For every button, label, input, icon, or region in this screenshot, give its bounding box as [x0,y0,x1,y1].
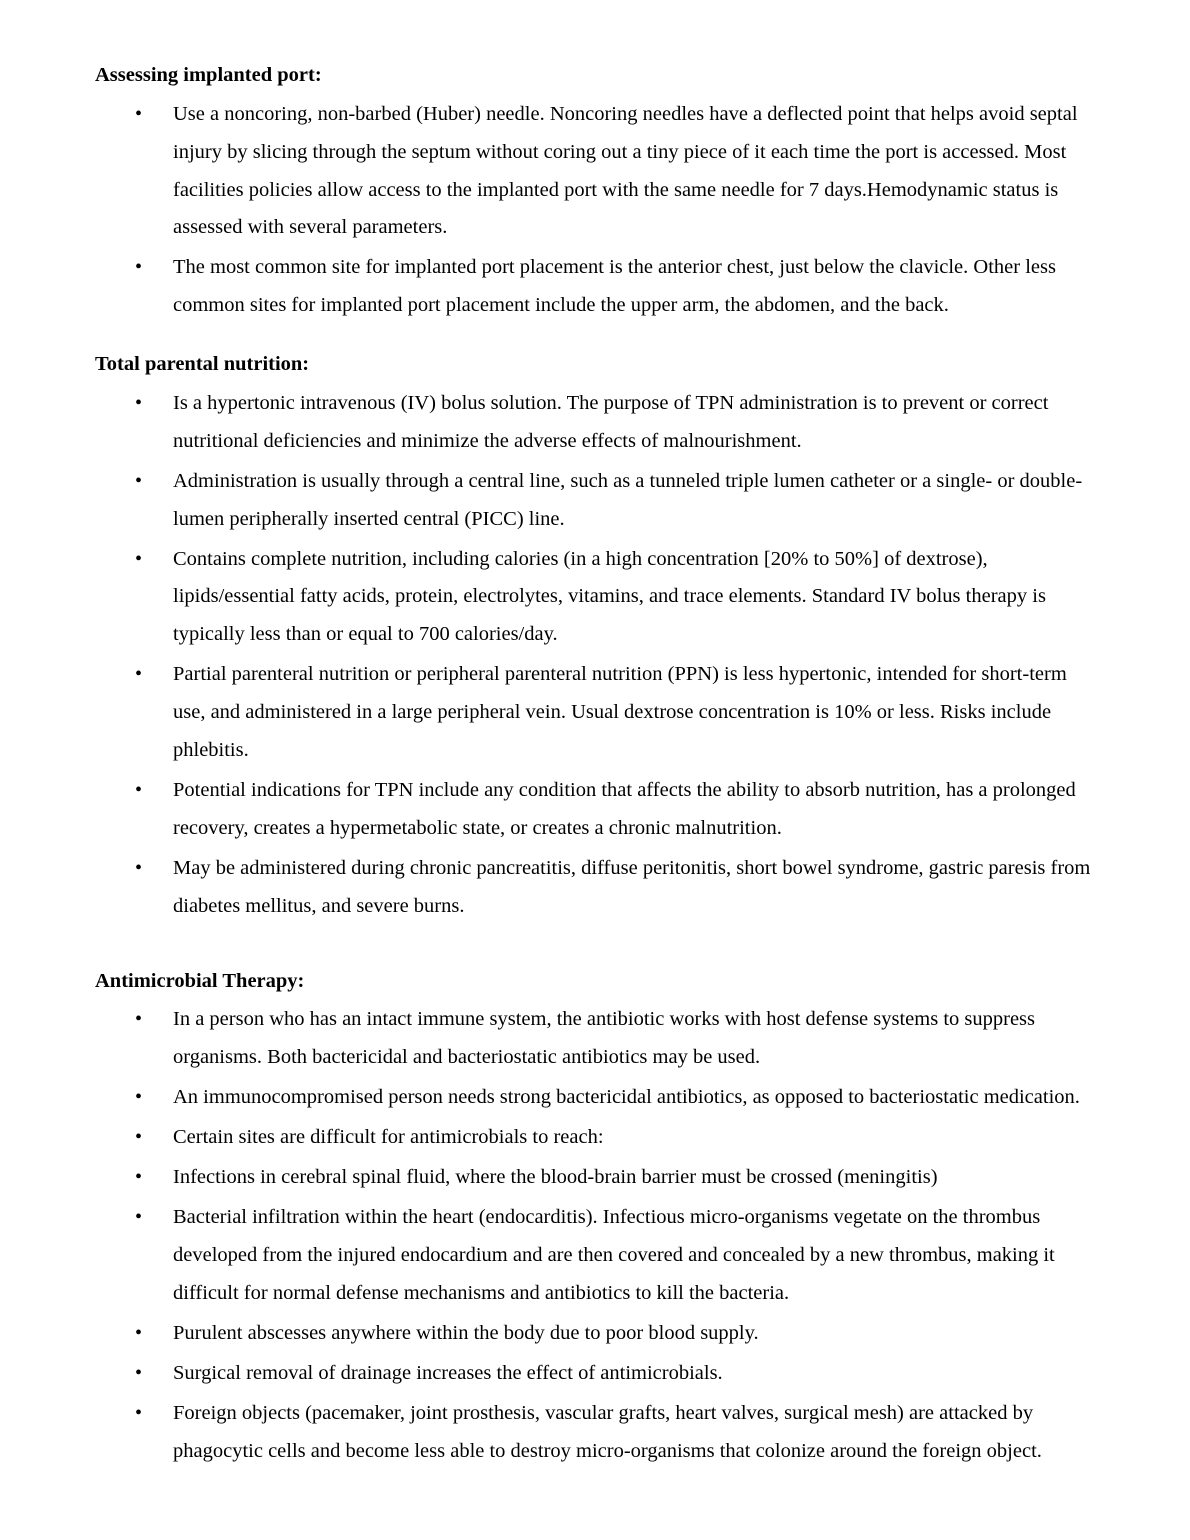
list-item [95,1395,1095,1471]
list-item-text: Foreign objects (pacemaker, joint prosthesis, vascular grafts, heart valves, surgical mesh) are attacked by phagocytic cells and become less able to destroy micro-organisms that colonize around the foreign object. [173,1401,1042,1462]
bullet-icon: • [135,256,143,279]
list-item-text: Is a hypertonic intravenous (IV) bolus solution. The purpose of TPN administration is to prevent or correct nutritional deficiencies and minimize the adverse effects of malnourishment. [173,391,1049,452]
section-total-parental-nutrition [95,351,1095,926]
list-item [95,772,1095,848]
list-item [95,249,1095,325]
bullet-icon: • [135,102,143,125]
bullet-list [95,1001,1095,1470]
bullet-icon: • [135,547,143,570]
bullet-icon: • [135,1008,143,1031]
list-item [95,463,1095,539]
list-item [95,96,1095,248]
list-item-text: The most common site for implanted port placement is the anterior chest, just below the clavicle. Other less common sites for implanted port placement include the upper arm, the abdomen, and the back. [173,256,1056,317]
bullet-icon: • [135,1126,143,1149]
bullet-icon: • [135,1401,143,1424]
bullet-icon: • [135,1321,143,1344]
bullet-icon: • [135,1361,143,1384]
bullet-icon: • [135,1086,143,1109]
list-item [95,1079,1095,1117]
bullet-icon: • [135,856,143,879]
section-heading: Assessing implanted port: [95,64,322,86]
list-item-text: Partial parenteral nutrition or peripheral parenteral nutrition (PPN) is less hypertonic, intended for short-term use, and administered in a large peripheral vein. Usual dextrose concentration is 10% or less. Risks include phlebitis. [173,663,1067,762]
list-item-text: Surgical removal of drainage increases the effect of antimicrobials. [173,1361,723,1384]
list-item-text: Bacterial infiltration within the heart (endocarditis). Infectious micro-organisms vegetate on the thrombus developed from the injured endocardium and are then covered and concealed by a new thrombus, making it difficult for normal defense mechanisms and antibiotics to kill the bacteria. [173,1206,1055,1304]
section-heading: Antimicrobial Therapy: [95,969,305,992]
section-antimicrobial-therapy [95,968,1095,1471]
list-item [95,1001,1095,1077]
section-assessing-implanted-port [95,62,1095,325]
list-item-text: Infections in cerebral spinal fluid, where the blood-brain barrier must be crossed (meningitis) [173,1166,938,1189]
list-item [95,1199,1095,1313]
bullet-icon: • [135,469,143,492]
bullet-icon: • [135,1166,143,1189]
bullet-icon: • [135,391,143,414]
list-item-text: Certain sites are difficult for antimicrobials to reach: [173,1126,604,1149]
list-item [95,385,1095,461]
list-item-text: Administration is usually through a central line, such as a tunneled triple lumen catheter or a single- or double-lumen peripherally inserted central (PICC) line. [173,469,1083,530]
bullet-icon: • [135,779,143,802]
bullet-list [95,385,1095,926]
list-item-text: Use a noncoring, non-barbed (Huber) needle. Noncoring needles have a deflected point that helps avoid septal injury by slicing through the septum without coring out a tiny piece of it each time the port is accessed. Most facilities policies allow access to the implanted port with the same needle for 7 days.Hemodynamic status is assessed with several parameters. [173,102,1078,239]
list-item [95,1159,1095,1197]
section-heading: Total parental nutrition: [95,353,310,376]
list-item-text: In a person who has an intact immune system, the antibiotic works with host defense systems to suppress organisms. Both bactericidal and bacteriostatic antibiotics may be used. [173,1008,1036,1069]
bullet-list [95,96,1095,326]
list-item-text: May be administered during chronic pancreatitis, diffuse peritonitis, short bowel syndrome, gastric paresis from diabetes mellitus, and severe burns. [173,856,1091,917]
list-item [95,1119,1095,1157]
list-item [95,541,1095,655]
list-item-text: Purulent abscesses anywhere within the body due to poor blood supply. [173,1321,759,1344]
list-item [95,1355,1095,1393]
list-item [95,1315,1095,1353]
list-item-text: Potential indications for TPN include any condition that affects the ability to absorb nutrition, has a prolonged recovery, creates a hypermetabolic state, or creates a chronic malnutrition. [173,779,1076,840]
list-item-text: Contains complete nutrition, including calories (in a high concentration [20% to 50%] of dextrose), lipids/essential fatty acids, protein, electrolytes, vitamins, and trace elements. Standard IV bolus therapy is typically less than or equal to 700 calories/day. [173,547,1046,646]
list-item [95,656,1095,770]
list-item [95,850,1095,926]
bullet-icon: • [135,663,143,686]
bullet-icon: • [135,1206,143,1229]
list-item-text: An immunocompromised person needs strong bactericidal antibiotics, as opposed to bacteriostatic medication. [173,1086,1080,1109]
